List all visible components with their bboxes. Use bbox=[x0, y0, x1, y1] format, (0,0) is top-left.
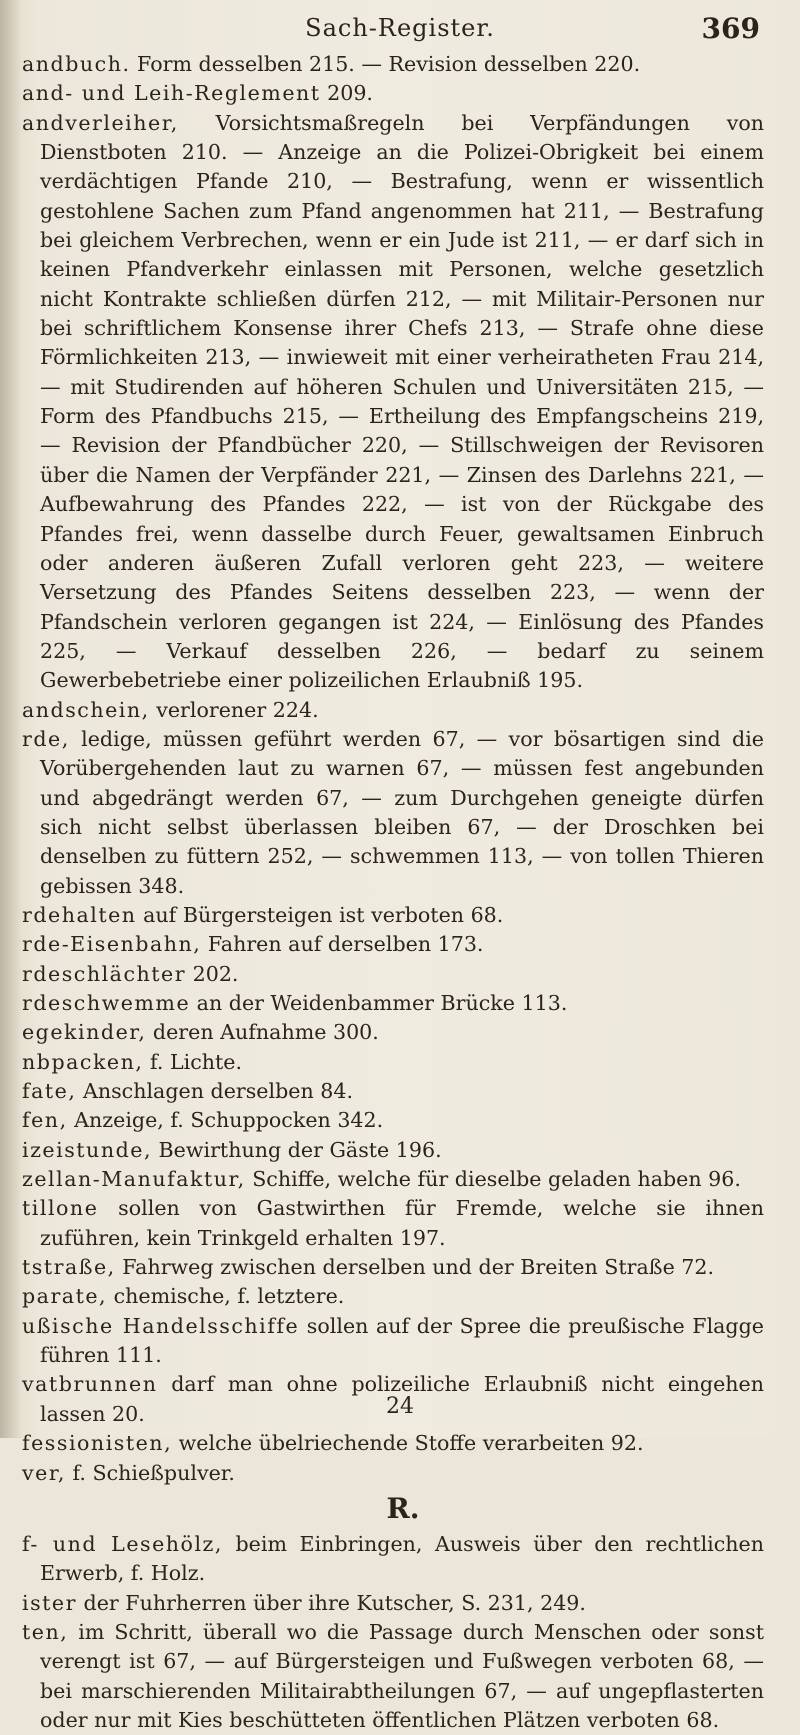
entry-text: Bewirthung der Gäste 196. bbox=[152, 1137, 442, 1162]
register-entry bbox=[22, 1459, 764, 1488]
register-entry bbox=[22, 1018, 764, 1047]
entry-keyword: vatbrunnen bbox=[22, 1372, 158, 1397]
entry-keyword: andschein, bbox=[22, 697, 150, 722]
entry-keyword: and- und Leih-Reglement bbox=[22, 81, 321, 106]
page-header bbox=[0, 10, 800, 46]
register-entry bbox=[22, 930, 764, 959]
register-entry bbox=[22, 1530, 764, 1589]
running-title: Sach-Register. bbox=[305, 14, 495, 42]
entry-text: Anzeige, f. Schuppocken 342. bbox=[67, 1108, 384, 1133]
entry-text: Schiffe, welche für dieselbe geladen haben 96. bbox=[245, 1167, 741, 1192]
entry-text: Fahren auf derselben 173. bbox=[201, 932, 484, 957]
register-entry bbox=[22, 696, 764, 725]
entry-keyword: fen, bbox=[22, 1108, 68, 1133]
register-entry bbox=[22, 1194, 764, 1253]
register-entry bbox=[22, 1618, 764, 1735]
entry-text: Form desselben 215. — Revision desselben 220. bbox=[130, 52, 641, 76]
entry-keyword: nbpacken, bbox=[22, 1049, 144, 1074]
entry-text: f. Schießpulver. bbox=[65, 1460, 235, 1485]
entry-keyword: izeistunde, bbox=[22, 1137, 152, 1162]
entry-keyword: rde-Eisenbahn, bbox=[22, 932, 202, 957]
entry-text: im Schritt, überall wo die Passage durch Menschen oder sonst verengt ist 67, — auf Bürgersteigen und Fußwegen verboten 68, — bei marschierenden Militairabtheilungen 67, — auf ungepflasterten oder nur mit Kies beschütteten öffentlichen Plätzen verboten 68. bbox=[40, 1619, 764, 1732]
page-number: 369 bbox=[701, 12, 760, 45]
entry-keyword: ten, bbox=[22, 1619, 69, 1644]
register-entry bbox=[22, 1077, 764, 1106]
register-entry bbox=[22, 109, 764, 696]
register-entry bbox=[22, 1282, 764, 1311]
entry-keyword: rdehalten bbox=[22, 902, 137, 927]
entry-text: 202. bbox=[186, 961, 239, 986]
entry-keyword: ister bbox=[22, 1590, 77, 1615]
entry-text: auf Bürgersteigen ist verboten 68. bbox=[136, 902, 504, 927]
register-entry bbox=[22, 1165, 764, 1194]
register-entry bbox=[22, 1312, 764, 1371]
entry-keyword: rde, bbox=[22, 726, 70, 751]
book-gutter-shadow bbox=[0, 0, 22, 1438]
register-entry bbox=[22, 1106, 764, 1135]
entry-text: Anschlagen derselben 84. bbox=[76, 1079, 353, 1104]
entry-keyword: fate, bbox=[22, 1079, 77, 1104]
entry-text: Vorsichtsmaßregeln bei Verpfändungen von Dienstboten 210. — Anzeige an die Polizei-Obrigkeit bei einem verdächtigen Pfande 210, — Bestrafung, wenn er wissentlich gestohlene Sachen zum Pfand angenommen hat 211, — Bestrafung bei gleichem Verbrechen, wenn er ein Jude ist 211, — er darf sich in keinen Pfandverkehr einlassen mit Personen, welche gesetzlich nicht Kontrakte schließen dürfen 212, — mit Militair-Personen nur bei schriftlichem Konsense ihrer Chefs 213, — Strafe ohne diese Förmlichkeiten 213, — inwieweit mit einer verheiratheten Frau 214, — mit Studirenden auf höheren Schulen und Universitäten 215, — Form des Pfandbuchs 215, — Ertheilung des Empfangscheins 219, — Revision der Pfandbücher 220, — Stillschweigen der Revisoren über die Namen der Verpfänder 221, — Zinsen des Darlehns 221, — Aufbewahrung des Pfandes 222, — ist von der Rückgabe des Pfandes frei, wenn dasselbe durch Feuer, gewaltsamen Einbruch oder anderen äußeren Zufall verloren geht 223, — weitere Versetzung des Pfandes Seitens desselben 223, — wenn der Pfandschein verloren gegangen ist 224, — Einlösung des Pfandes 225, — Verkauf desselben 226, — bedarf zu seinem Gewerbebetriebe einer polizeilichen Erlaubniß 195. bbox=[40, 110, 764, 693]
signature-mark: 24 bbox=[386, 1394, 414, 1419]
entry-text: welche übelriechende Stoffe verarbeiten 92. bbox=[172, 1431, 644, 1456]
entry-keyword: ver, bbox=[22, 1460, 66, 1485]
register-entry bbox=[22, 989, 764, 1018]
register-entry bbox=[22, 1429, 764, 1458]
entry-keyword: tillone bbox=[22, 1196, 99, 1221]
entry-text: chemische, f. letztere. bbox=[107, 1284, 345, 1309]
entry-keyword: andbuch. bbox=[22, 52, 131, 76]
entry-text: sollen auf der Spree die preußische Flagge führen 111. bbox=[40, 1313, 764, 1368]
entry-text: Fahrweg zwischen derselben und der Breiten Straße 72. bbox=[115, 1255, 715, 1280]
entry-text: darf man ohne polizeiliche Erlaubniß nicht eingehen lassen 20. bbox=[40, 1372, 764, 1426]
entry-keyword: andverleiher, bbox=[22, 110, 179, 135]
entry-text: verlorener 224. bbox=[149, 697, 319, 722]
entry-keyword: zellan-Manufaktur, bbox=[22, 1167, 246, 1192]
entry-keyword: egekinder, bbox=[22, 1020, 147, 1045]
entry-text: ledige, müssen geführt werden 67, — vor bösartigen sind die Vorübergehenden laut zu warnen 67, — müssen fest angebunden und abgedrängt werden 67, — zum Durchgehen geneigte dürfen sich nicht selbst überlassen bleiben 67, — der Droschken bei denselben zu füttern 252, — schwemmen 113, — von tollen Thieren gebissen 348. bbox=[40, 726, 764, 898]
register-entry bbox=[22, 1048, 764, 1077]
register-entry bbox=[22, 901, 764, 930]
entry-text: deren Aufnahme 300. bbox=[146, 1020, 379, 1045]
register-entry bbox=[22, 960, 764, 989]
entry-keyword: rdeschlächter bbox=[22, 961, 187, 986]
entry-text: f. Lichte. bbox=[143, 1049, 243, 1074]
entry-keyword: f- und Lesehölz, bbox=[22, 1531, 223, 1556]
register-entry bbox=[22, 1589, 764, 1618]
entry-keyword: rdeschwemme bbox=[22, 991, 191, 1015]
register-entry bbox=[22, 725, 764, 901]
entry-text: 209. bbox=[320, 81, 373, 106]
entry-text: beim Einbringen, Ausweis über den rechtlichen Erwerb, f. Holz. bbox=[40, 1531, 764, 1586]
entry-keyword: ußische Handelsschiffe bbox=[22, 1313, 300, 1338]
entry-keyword: tstraße, bbox=[22, 1255, 116, 1280]
entry-keyword: parate, bbox=[22, 1284, 108, 1309]
register-entries bbox=[22, 50, 764, 1735]
entry-text: sollen von Gastwirthen für Fremde, welche sie ihnen zuführen, kein Trinkgeld erhalten 197. bbox=[40, 1196, 764, 1250]
register-entry bbox=[22, 50, 764, 79]
entry-text: der Fuhrherren über ihre Kutscher, S. 231, 249. bbox=[76, 1590, 586, 1615]
entry-keyword: fessionisten, bbox=[22, 1431, 173, 1456]
register-entry bbox=[22, 1136, 764, 1165]
register-entry bbox=[22, 79, 764, 108]
register-entry bbox=[22, 1253, 764, 1282]
section-letter: R. bbox=[386, 1491, 420, 1525]
entry-text: an der Weidenbammer Brücke 113. bbox=[190, 991, 568, 1015]
